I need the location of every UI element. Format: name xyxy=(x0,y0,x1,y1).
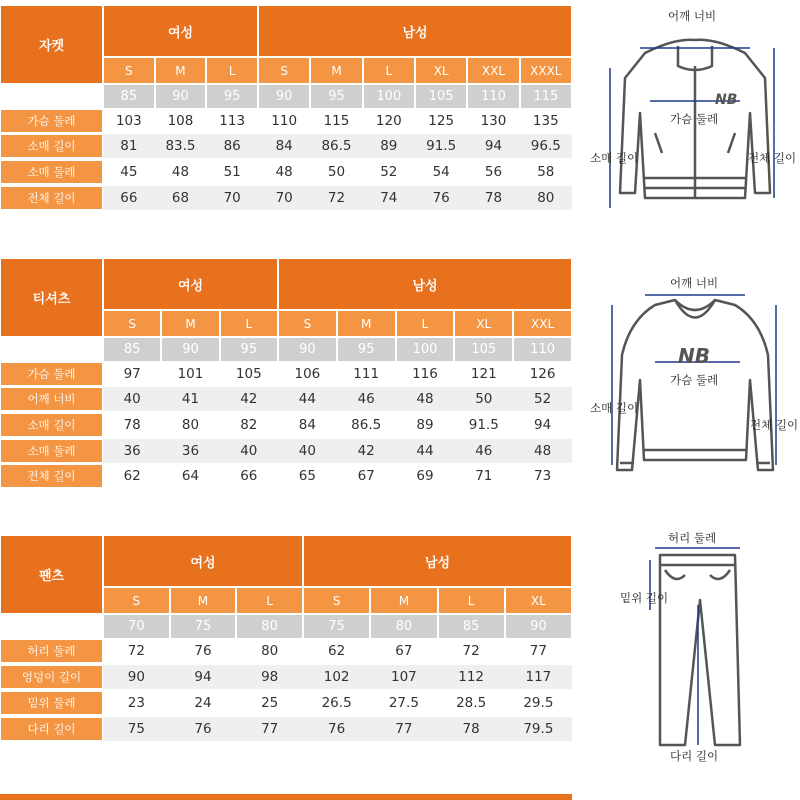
table-cell: 120 xyxy=(375,113,402,129)
table-cell: 78 xyxy=(438,717,505,741)
size-cell: L xyxy=(206,57,258,84)
table-cell: 89 xyxy=(416,417,434,433)
size-cell: S xyxy=(303,587,370,614)
size-cell: XXL xyxy=(467,57,519,84)
size-number-cell: 115 xyxy=(520,84,572,109)
table-cell: 84 xyxy=(258,134,310,158)
women-header: 여성 xyxy=(103,535,303,587)
size-number-cell: 110 xyxy=(513,337,572,362)
table-cell: 105 xyxy=(235,366,262,382)
table-cell: 82 xyxy=(240,417,258,433)
table-cell: 24 xyxy=(194,695,212,711)
table-cell: 115 xyxy=(323,113,350,129)
table-cell: 62 xyxy=(328,643,346,659)
size-number-cell: 110 xyxy=(467,84,519,109)
table-cell: 102 xyxy=(303,665,370,689)
table-cell: 112 xyxy=(438,665,505,689)
table-cell: 40 xyxy=(278,439,337,463)
table-cell: 42 xyxy=(337,439,396,463)
table-cell: 94 xyxy=(170,665,237,689)
table-cell: 46 xyxy=(454,439,513,463)
table-cell: 98 xyxy=(236,665,303,689)
size-cell: L xyxy=(363,57,415,84)
table-cell: 64 xyxy=(181,468,200,484)
svg-text:NB: NB xyxy=(678,344,710,368)
tshirt-shoulder-label: 어깨 너비 xyxy=(670,276,719,290)
table-cell: 48 xyxy=(396,387,455,411)
size-number-cell: 95 xyxy=(206,84,258,109)
table-cell: 125 xyxy=(428,113,455,129)
size-number-cell: 90 xyxy=(258,84,310,109)
jacket-diagram xyxy=(590,8,800,218)
table-cell: 66 xyxy=(240,468,258,484)
table-cell: 116 xyxy=(412,366,438,382)
table-cell: 71 xyxy=(475,468,493,484)
size-cell: XL xyxy=(454,310,513,337)
table-cell: 107 xyxy=(370,665,437,689)
size-cell: XXXL xyxy=(520,57,572,84)
tshirt-chest-label: 가슴 둘레 xyxy=(670,373,719,387)
size-number-cell: 100 xyxy=(396,337,455,362)
table-cell: 77 xyxy=(236,717,303,741)
table-cell: 72 xyxy=(310,186,362,210)
size-cell: S xyxy=(258,57,310,84)
table-cell: 36 xyxy=(103,439,161,463)
table-cell: 80 xyxy=(181,417,200,433)
table-cell: 83.5 xyxy=(155,134,207,158)
table-cell: 75 xyxy=(103,717,170,741)
table-cell: 52 xyxy=(513,387,572,411)
table-cell: 77 xyxy=(370,717,437,741)
size-cell: L xyxy=(236,587,303,614)
table-cell: 106 xyxy=(294,366,321,382)
table-cell: 25 xyxy=(261,695,279,711)
table-cell: 56 xyxy=(484,164,503,180)
size-number-cell: 90 xyxy=(505,614,572,639)
size-number-cell: 75 xyxy=(303,614,370,639)
table-cell: 58 xyxy=(537,164,555,180)
table-cell: 96.5 xyxy=(520,134,572,158)
table-cell: 62 xyxy=(123,468,141,484)
table-cell: 44 xyxy=(278,387,337,411)
men-header: 남성 xyxy=(303,535,572,587)
table-cell: 50 xyxy=(454,387,513,411)
tshirt-diagram xyxy=(590,275,800,485)
table-cell: 94 xyxy=(533,417,552,433)
table-cell: 52 xyxy=(380,164,398,180)
table-category: 티셔츠 xyxy=(0,258,103,337)
table-cell: 79.5 xyxy=(505,717,572,741)
pants-rise-label: 밑위 길이 xyxy=(620,591,669,605)
row-label: 허리 둘레 xyxy=(0,639,103,663)
table-cell: 110 xyxy=(271,113,298,129)
table-cell: 45 xyxy=(120,164,138,180)
size-number-cell: 80 xyxy=(236,614,303,639)
row-label: 소매 길이 xyxy=(0,413,103,437)
size-number-cell: 95 xyxy=(220,337,278,362)
table-cell: 51 xyxy=(223,164,241,180)
table-cell: 76 xyxy=(194,643,212,659)
pants-leg-label: 다리 길이 xyxy=(670,749,719,763)
table-cell: 77 xyxy=(529,643,547,659)
size-cell: XL xyxy=(415,57,467,84)
next-table-edge xyxy=(0,794,572,800)
row-label: 소매 둘레 xyxy=(0,439,103,463)
size-cell: L xyxy=(220,310,278,337)
table-cell: 48 xyxy=(513,439,572,463)
row-label: 전체 길이 xyxy=(0,464,103,488)
table-cell: 69 xyxy=(416,468,434,484)
table-cell: 113 xyxy=(219,113,246,129)
table-cell: 66 xyxy=(103,186,155,210)
size-cell: S xyxy=(103,57,155,84)
men-header: 남성 xyxy=(278,258,572,310)
table-cell: 94 xyxy=(467,134,519,158)
table-cell: 78 xyxy=(123,417,141,433)
size-number-cell: 100 xyxy=(363,84,415,109)
table-cell: 91.5 xyxy=(415,134,467,158)
size-cell: M xyxy=(337,310,396,337)
row-label: 소매 길이 xyxy=(0,134,103,158)
table-cell: 29.5 xyxy=(523,695,554,711)
table-cell: 41 xyxy=(161,387,219,411)
table-cell: 65 xyxy=(298,468,316,484)
size-number-cell: 70 xyxy=(103,614,170,639)
row-label: 가슴 둘레 xyxy=(0,109,103,133)
jacket-total-label: 전체 길이 xyxy=(748,151,797,165)
jacket-chest-label: 가슴 둘레 xyxy=(670,112,719,126)
size-cell: M xyxy=(161,310,219,337)
table-cell: 54 xyxy=(432,164,450,180)
table-cell: 40 xyxy=(103,387,161,411)
size-number-cell: 95 xyxy=(310,84,362,109)
table-cell: 76 xyxy=(415,186,467,210)
table-cell: 81 xyxy=(103,134,155,158)
tshirt-total-label: 전체 길이 xyxy=(750,418,799,432)
table-cell: 121 xyxy=(470,366,497,382)
table-cell: 101 xyxy=(177,366,204,382)
svg-text:NB: NB xyxy=(715,92,738,108)
table-cell: 103 xyxy=(115,113,142,129)
table-cell: 48 xyxy=(275,164,293,180)
size-cell: L xyxy=(396,310,455,337)
row-label: 전체 길이 xyxy=(0,186,103,210)
size-number-cell: 90 xyxy=(161,337,219,362)
size-number-cell: 105 xyxy=(415,84,467,109)
table-cell: 27.5 xyxy=(388,695,419,711)
table-cell: 73 xyxy=(533,468,552,484)
row-label: 어께 너비 xyxy=(0,387,103,411)
size-cell: M xyxy=(310,57,362,84)
size-cell: M xyxy=(170,587,237,614)
table-cell: 40 xyxy=(220,439,278,463)
pants-diagram xyxy=(620,530,800,770)
size-cell: M xyxy=(370,587,437,614)
table-cell: 86 xyxy=(206,134,258,158)
table-cell: 108 xyxy=(167,113,194,129)
table-cell: 126 xyxy=(529,366,556,382)
women-header: 여성 xyxy=(103,5,258,57)
table-cell: 23 xyxy=(127,695,145,711)
table-cell: 36 xyxy=(161,439,219,463)
table-cell: 72 xyxy=(462,643,480,659)
pants-waist-label: 허리 둘레 xyxy=(668,531,717,545)
pants-icon xyxy=(620,530,800,770)
table-cell: 70 xyxy=(206,186,258,210)
jacket-shoulder-label: 어깨 너비 xyxy=(668,9,717,23)
table-category: 자켓 xyxy=(0,5,103,84)
table-cell: 80 xyxy=(520,186,572,210)
table-cell: 130 xyxy=(480,113,507,129)
size-cell: S xyxy=(103,587,170,614)
table-cell: 72 xyxy=(127,643,145,659)
table-cell: 97 xyxy=(123,366,141,382)
row-label: 다리 길이 xyxy=(0,717,103,741)
table-cell: 50 xyxy=(327,164,346,180)
table-cell: 67 xyxy=(395,643,413,659)
size-number-cell: 90 xyxy=(155,84,207,109)
table-cell: 90 xyxy=(103,665,170,689)
table-cell: 76 xyxy=(303,717,370,741)
size-number-cell: 90 xyxy=(278,337,337,362)
table-cell: 46 xyxy=(337,387,396,411)
size-number-cell: 85 xyxy=(103,337,161,362)
size-cell: S xyxy=(278,310,337,337)
tshirt-sleeve-label: 소매 길이 xyxy=(590,401,639,415)
size-number-cell: 85 xyxy=(438,614,505,639)
table-cell: 84 xyxy=(298,417,316,433)
table-category: 팬츠 xyxy=(0,535,103,614)
men-header: 남성 xyxy=(258,5,572,57)
jacket-sleeve-label: 소매 길이 xyxy=(590,151,639,165)
size-cell: S xyxy=(103,310,161,337)
table-cell: 48 xyxy=(171,164,190,180)
table-cell: 67 xyxy=(357,468,375,484)
table-cell: 117 xyxy=(505,665,572,689)
table-cell: 135 xyxy=(532,113,559,129)
table-cell: 70 xyxy=(258,186,310,210)
size-cell: XXL xyxy=(513,310,572,337)
row-label: 소매 둘레 xyxy=(0,160,103,184)
table-cell: 80 xyxy=(261,643,279,659)
table-cell: 86.5 xyxy=(351,417,382,433)
table-cell: 86.5 xyxy=(310,134,362,158)
size-number-cell: 105 xyxy=(454,337,513,362)
row-label: 엉덩이 길이 xyxy=(0,665,103,689)
women-header: 여성 xyxy=(103,258,278,310)
size-number-cell: 95 xyxy=(337,337,396,362)
table-cell: 26.5 xyxy=(321,695,352,711)
table-cell: 91.5 xyxy=(468,417,499,433)
table-cell: 89 xyxy=(363,134,415,158)
table-cell: 44 xyxy=(396,439,455,463)
size-number-cell: 80 xyxy=(370,614,437,639)
table-cell: 28.5 xyxy=(456,695,487,711)
table-cell: 74 xyxy=(363,186,415,210)
size-number-cell: 75 xyxy=(170,614,237,639)
table-cell: 78 xyxy=(467,186,519,210)
size-cell: L xyxy=(438,587,505,614)
size-cell: M xyxy=(155,57,207,84)
table-cell: 68 xyxy=(155,186,207,210)
size-number-cell: 85 xyxy=(103,84,155,109)
row-label: 밑위 둘레 xyxy=(0,691,103,715)
table-cell: 111 xyxy=(353,366,380,382)
row-label: 가슴 둘레 xyxy=(0,362,103,386)
size-cell: XL xyxy=(505,587,572,614)
table-cell: 42 xyxy=(220,387,278,411)
table-cell: 76 xyxy=(170,717,237,741)
